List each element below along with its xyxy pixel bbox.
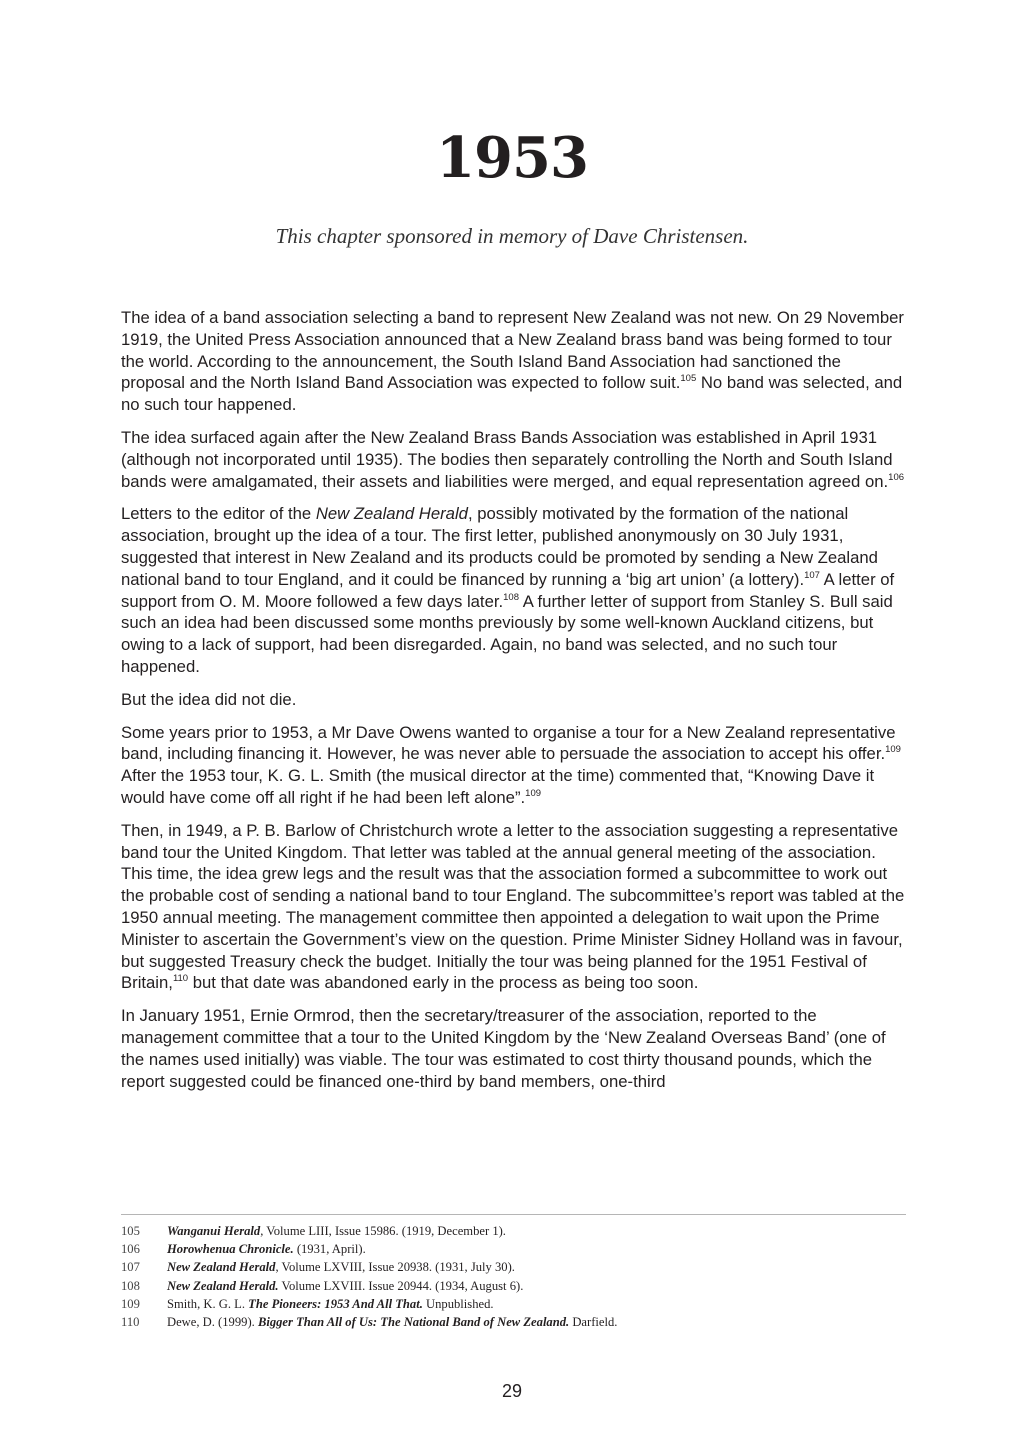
footnote-number: 105 <box>121 1224 140 1238</box>
footnote-number: 107 <box>121 1260 140 1275</box>
footnote-item <box>121 1222 906 1240</box>
footnote-ref[interactable]: 107 <box>804 569 820 581</box>
footnote-ref[interactable]: 109 <box>885 744 901 756</box>
paragraph-7: In January 1951, Ernie Ormrod, then the secretary/treasurer of the association, reported to the management committee that a tour to the United Kingdom by the ‘New Zealand Overseas Band’ (one of the names used initially) was viable. The tour was estimated to cost thirty thousand pounds, which the report suggested could be financed one-third by band members, one-third <box>121 1006 886 1091</box>
body-text <box>121 307 906 1092</box>
paragraph-4: But the idea did not die. <box>121 689 297 709</box>
footnote-text: New Zealand Herald, Volume LXVIII, Issue 20938. (1931, July 30). <box>167 1260 515 1275</box>
page-number: 29 <box>501 1381 523 1401</box>
footnote-number: 106 <box>121 1242 140 1257</box>
paragraph-5: Some years prior to 1953, a Mr Dave Owens wanted to organise a tour for a New Zealand representative band, including financing it. However, he was never able to persuade the association to accept his offer.$^{109}$ After the 1953 tour, K. G. L. Smith (the musical director at the time) commented that, “Knowing Dave it would have come off all right if he had been left alone”.$^{109}$ <box>121 722 901 807</box>
footnote-ref[interactable]: 110 <box>172 973 189 985</box>
footnote-item <box>121 1313 906 1331</box>
footnote-ref[interactable]: 109 <box>525 787 542 799</box>
footnote-number: 109 <box>121 1296 140 1311</box>
footnote-text: Horowhenua Chronicle. (1931, April). <box>167 1242 366 1257</box>
footnote-divider <box>121 1214 906 1215</box>
footnote-item <box>121 1277 906 1295</box>
paragraph-6: Then, in 1949, a P. B. Barlow of Christchurch wrote a letter to the association suggesting a representative band tour the United Kingdom. That letter was tabled at the annual general meeting of the association. This time, the idea grew legs and the result was that the association formed a subcommittee to work out the probable cost of sending a national band to tour England. The subcommittee’s report was tabled at the 1950 annual meeting. The management committee then appointed a delegation to wait upon the Prime Minister to ascertain the Government’s view on the question. Prime Minister Sidney Holland was in favour, but suggested Treasury check the budget. Initially the tour was being planned for the 1951 Festival of Britain,$^{110}$ but that date was abandoned early in the process as being too soon. <box>121 820 905 993</box>
footnote-item <box>121 1258 906 1276</box>
chapter-title: 1953 <box>436 125 588 191</box>
newspaper-title: New Zealand Herald <box>315 504 468 524</box>
footnotes <box>121 1222 906 1331</box>
footnote-number: 108 <box>121 1278 140 1293</box>
paragraph-2: The idea surfaced again after the New Zealand Brass Bands Association was established in April 1931 (although not incorporated until 1935). The bodies then separately controlling the North and South Island bands were amalgamated, their assets and liabilities were merged, and equal representation agreed on.$^{106}$ <box>121 427 905 491</box>
footnote-text: New Zealand Herald. Volume LXVIII. Issue 20944. (1934, August 6). <box>167 1278 524 1293</box>
footnote-ref[interactable]: 108 <box>503 591 519 603</box>
footnote-ref[interactable]: 106 <box>888 471 905 483</box>
chapter-dedication: This chapter sponsored in memory of Dave Christensen. <box>275 224 749 248</box>
footnote-text: Wanganui Herald, Volume LIII, Issue 15986. (1919, December 1). <box>167 1224 506 1238</box>
footnote-item <box>121 1295 906 1313</box>
footnote-number: 110 <box>121 1314 140 1329</box>
footnote-ref[interactable]: 105 <box>680 373 697 385</box>
footnote-item <box>121 1240 906 1258</box>
footnote-text: Smith, K. G. L. The Pioneers: 1953 And All That. Unpublished. <box>167 1296 494 1311</box>
footnote-text: Dewe, D. (1999). Bigger Than All of Us: The National Band of New Zealand. Darfield. <box>167 1314 618 1329</box>
paragraph-3: Letters to the editor of the New Zealand Herald, possibly motivated by the formation of the national association, brought up the idea of a tour. The first letter, published anonymously on 30 July 1931, suggested that interest in New Zealand and its products could be promoted by sending a New Zealand national band to tour England, and it could be financed by running a ‘big art union’ (a lottery).$^{107}$ A letter of support from O. M. Moore followed a few days later.$^{108}$ A further letter of support from Stanley S. Bull said such an idea had been discussed some months previously by some well-known Auckland citizens, but owing to a lack of support, had been disregarded. Again, no band was selected, and no such tour happened. <box>121 504 895 676</box>
paragraph-1: The idea of a band association selecting a band to represent New Zealand was not new. On 29 November 1919, the United Press Association announced that a New Zealand brass band was being formed to tour the world. According to the announcement, the South Island Band Association had sanctioned the proposal and the North Island Band Association was expected to follow suit.$^{105}$ No band was selected, and no such tour happened. <box>121 308 904 415</box>
